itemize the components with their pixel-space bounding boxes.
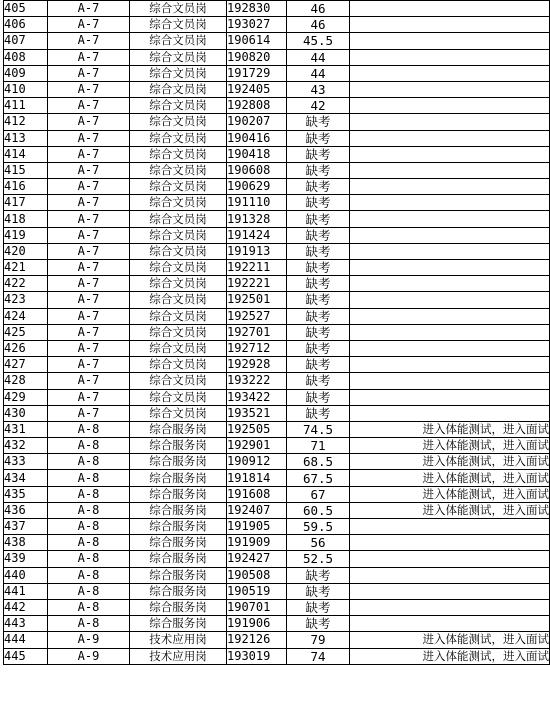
score-cell: 59.5 bbox=[287, 519, 350, 535]
exam-id-cell: 192221 bbox=[227, 276, 287, 292]
row-number-cell: 437 bbox=[4, 519, 48, 535]
category-code-cell: A-7 bbox=[48, 260, 130, 276]
position-cell: 综合服务岗 bbox=[130, 616, 227, 632]
remark-cell: 进入体能测试，进入面试 bbox=[350, 486, 550, 502]
category-code-cell: A-7 bbox=[48, 146, 130, 162]
exam-id-cell: 190207 bbox=[227, 114, 287, 130]
position-cell: 综合文员岗 bbox=[130, 179, 227, 195]
remark-cell bbox=[350, 357, 550, 373]
category-code-cell: A-9 bbox=[48, 648, 130, 664]
score-cell: 缺考 bbox=[287, 599, 350, 615]
category-code-cell: A-8 bbox=[48, 551, 130, 567]
score-cell: 缺考 bbox=[287, 616, 350, 632]
table-row bbox=[4, 260, 550, 276]
row-number-cell: 410 bbox=[4, 81, 48, 97]
position-cell: 综合服务岗 bbox=[130, 502, 227, 518]
exam-id-cell: 191608 bbox=[227, 486, 287, 502]
exam-id-cell: 192501 bbox=[227, 292, 287, 308]
table-row bbox=[4, 17, 550, 33]
remark-cell bbox=[350, 146, 550, 162]
score-cell: 缺考 bbox=[287, 567, 350, 583]
score-cell: 缺考 bbox=[287, 130, 350, 146]
position-cell: 综合文员岗 bbox=[130, 130, 227, 146]
table-row bbox=[4, 438, 550, 454]
position-cell: 综合文员岗 bbox=[130, 211, 227, 227]
row-number-cell: 442 bbox=[4, 599, 48, 615]
score-cell: 缺考 bbox=[287, 373, 350, 389]
remark-cell bbox=[350, 211, 550, 227]
remark-cell bbox=[350, 98, 550, 114]
category-code-cell: A-8 bbox=[48, 616, 130, 632]
table-row bbox=[4, 373, 550, 389]
category-code-cell: A-7 bbox=[48, 49, 130, 65]
table-row bbox=[4, 179, 550, 195]
position-cell: 综合服务岗 bbox=[130, 421, 227, 437]
score-cell: 52.5 bbox=[287, 551, 350, 567]
remark-cell bbox=[350, 308, 550, 324]
score-cell: 缺考 bbox=[287, 260, 350, 276]
exam-id-cell: 190912 bbox=[227, 454, 287, 470]
position-cell: 综合文员岗 bbox=[130, 227, 227, 243]
score-cell: 缺考 bbox=[287, 405, 350, 421]
score-cell: 缺考 bbox=[287, 243, 350, 259]
score-cell: 缺考 bbox=[287, 211, 350, 227]
exam-id-cell: 191814 bbox=[227, 470, 287, 486]
score-cell: 67.5 bbox=[287, 470, 350, 486]
row-number-cell: 418 bbox=[4, 211, 48, 227]
score-cell: 43 bbox=[287, 81, 350, 97]
exam-id-cell: 192808 bbox=[227, 98, 287, 114]
exam-id-cell: 192928 bbox=[227, 357, 287, 373]
score-cell: 79 bbox=[287, 632, 350, 648]
exam-id-cell: 192407 bbox=[227, 502, 287, 518]
exam-id-cell: 192712 bbox=[227, 340, 287, 356]
row-number-cell: 409 bbox=[4, 65, 48, 81]
exam-id-cell: 191424 bbox=[227, 227, 287, 243]
exam-id-cell: 192701 bbox=[227, 324, 287, 340]
row-number-cell: 406 bbox=[4, 17, 48, 33]
score-cell: 缺考 bbox=[287, 357, 350, 373]
category-code-cell: A-7 bbox=[48, 114, 130, 130]
row-number-cell: 419 bbox=[4, 227, 48, 243]
exam-id-cell: 190629 bbox=[227, 179, 287, 195]
category-code-cell: A-7 bbox=[48, 389, 130, 405]
table-row bbox=[4, 389, 550, 405]
score-cell: 缺考 bbox=[287, 195, 350, 211]
position-cell: 技术应用岗 bbox=[130, 648, 227, 664]
score-cell: 缺考 bbox=[287, 583, 350, 599]
table-row bbox=[4, 243, 550, 259]
remark-cell bbox=[350, 130, 550, 146]
category-code-cell: A-8 bbox=[48, 486, 130, 502]
row-number-cell: 433 bbox=[4, 454, 48, 470]
score-cell: 缺考 bbox=[287, 389, 350, 405]
exam-id-cell: 191913 bbox=[227, 243, 287, 259]
category-code-cell: A-7 bbox=[48, 340, 130, 356]
table-row bbox=[4, 292, 550, 308]
remark-cell bbox=[350, 260, 550, 276]
category-code-cell: A-7 bbox=[48, 81, 130, 97]
score-cell: 74 bbox=[287, 648, 350, 664]
remark-cell bbox=[350, 599, 550, 615]
position-cell: 综合文员岗 bbox=[130, 33, 227, 49]
remark-cell bbox=[350, 535, 550, 551]
row-number-cell: 415 bbox=[4, 162, 48, 178]
table-row bbox=[4, 65, 550, 81]
remark-cell bbox=[350, 243, 550, 259]
score-cell: 缺考 bbox=[287, 340, 350, 356]
row-number-cell: 416 bbox=[4, 179, 48, 195]
position-cell: 综合文员岗 bbox=[130, 405, 227, 421]
score-cell: 67 bbox=[287, 486, 350, 502]
category-code-cell: A-8 bbox=[48, 583, 130, 599]
category-code-cell: A-8 bbox=[48, 502, 130, 518]
category-code-cell: A-7 bbox=[48, 98, 130, 114]
table-row bbox=[4, 130, 550, 146]
category-code-cell: A-7 bbox=[48, 405, 130, 421]
table-row bbox=[4, 405, 550, 421]
score-cell: 56 bbox=[287, 535, 350, 551]
remark-cell bbox=[350, 276, 550, 292]
table-row bbox=[4, 276, 550, 292]
exam-id-cell: 190508 bbox=[227, 567, 287, 583]
exam-id-cell: 192830 bbox=[227, 1, 287, 17]
score-cell: 缺考 bbox=[287, 179, 350, 195]
exam-id-cell: 192427 bbox=[227, 551, 287, 567]
remark-cell bbox=[350, 373, 550, 389]
exam-id-cell: 192505 bbox=[227, 421, 287, 437]
remark-cell bbox=[350, 227, 550, 243]
exam-id-cell: 193422 bbox=[227, 389, 287, 405]
row-number-cell: 435 bbox=[4, 486, 48, 502]
remark-cell bbox=[350, 1, 550, 17]
remark-cell bbox=[350, 49, 550, 65]
category-code-cell: A-7 bbox=[48, 243, 130, 259]
row-number-cell: 412 bbox=[4, 114, 48, 130]
position-cell: 综合服务岗 bbox=[130, 583, 227, 599]
table-row bbox=[4, 98, 550, 114]
position-cell: 综合文员岗 bbox=[130, 308, 227, 324]
category-code-cell: A-9 bbox=[48, 632, 130, 648]
position-cell: 综合服务岗 bbox=[130, 567, 227, 583]
row-number-cell: 413 bbox=[4, 130, 48, 146]
category-code-cell: A-7 bbox=[48, 130, 130, 146]
row-number-cell: 440 bbox=[4, 567, 48, 583]
results-table bbox=[3, 0, 550, 665]
row-number-cell: 426 bbox=[4, 340, 48, 356]
position-cell: 综合文员岗 bbox=[130, 98, 227, 114]
category-code-cell: A-7 bbox=[48, 308, 130, 324]
position-cell: 综合文员岗 bbox=[130, 292, 227, 308]
exam-id-cell: 192405 bbox=[227, 81, 287, 97]
position-cell: 综合文员岗 bbox=[130, 17, 227, 33]
category-code-cell: A-7 bbox=[48, 324, 130, 340]
category-code-cell: A-7 bbox=[48, 276, 130, 292]
position-cell: 综合文员岗 bbox=[130, 243, 227, 259]
remark-cell bbox=[350, 195, 550, 211]
table-row bbox=[4, 616, 550, 632]
exam-id-cell: 190701 bbox=[227, 599, 287, 615]
category-code-cell: A-8 bbox=[48, 421, 130, 437]
table-row bbox=[4, 599, 550, 615]
table-row bbox=[4, 421, 550, 437]
category-code-cell: A-7 bbox=[48, 33, 130, 49]
row-number-cell: 423 bbox=[4, 292, 48, 308]
remark-cell bbox=[350, 324, 550, 340]
row-number-cell: 422 bbox=[4, 276, 48, 292]
exam-id-cell: 193027 bbox=[227, 17, 287, 33]
category-code-cell: A-8 bbox=[48, 519, 130, 535]
score-cell: 46 bbox=[287, 17, 350, 33]
category-code-cell: A-7 bbox=[48, 373, 130, 389]
remark-cell bbox=[350, 17, 550, 33]
position-cell: 综合服务岗 bbox=[130, 486, 227, 502]
score-cell: 缺考 bbox=[287, 162, 350, 178]
remark-cell bbox=[350, 519, 550, 535]
table-row bbox=[4, 632, 550, 648]
table-row bbox=[4, 33, 550, 49]
remark-cell: 进入体能测试，进入面试 bbox=[350, 438, 550, 454]
position-cell: 综合文员岗 bbox=[130, 260, 227, 276]
category-code-cell: A-8 bbox=[48, 454, 130, 470]
row-number-cell: 443 bbox=[4, 616, 48, 632]
table-row bbox=[4, 567, 550, 583]
table-row bbox=[4, 535, 550, 551]
remark-cell bbox=[350, 583, 550, 599]
remark-cell bbox=[350, 162, 550, 178]
table-row bbox=[4, 470, 550, 486]
remark-cell: 进入体能测试，进入面试 bbox=[350, 648, 550, 664]
row-number-cell: 439 bbox=[4, 551, 48, 567]
position-cell: 综合服务岗 bbox=[130, 454, 227, 470]
row-number-cell: 444 bbox=[4, 632, 48, 648]
exam-id-cell: 191909 bbox=[227, 535, 287, 551]
position-cell: 综合文员岗 bbox=[130, 146, 227, 162]
remark-cell bbox=[350, 551, 550, 567]
category-code-cell: A-7 bbox=[48, 292, 130, 308]
table-row bbox=[4, 519, 550, 535]
remark-cell bbox=[350, 292, 550, 308]
exam-id-cell: 190418 bbox=[227, 146, 287, 162]
remark-cell bbox=[350, 65, 550, 81]
position-cell: 综合服务岗 bbox=[130, 535, 227, 551]
remark-cell bbox=[350, 33, 550, 49]
score-cell: 缺考 bbox=[287, 146, 350, 162]
remark-cell bbox=[350, 81, 550, 97]
row-number-cell: 436 bbox=[4, 502, 48, 518]
table-row bbox=[4, 308, 550, 324]
row-number-cell: 417 bbox=[4, 195, 48, 211]
table-row bbox=[4, 340, 550, 356]
exam-id-cell: 191905 bbox=[227, 519, 287, 535]
exam-id-cell: 192211 bbox=[227, 260, 287, 276]
table-row bbox=[4, 211, 550, 227]
exam-id-cell: 190608 bbox=[227, 162, 287, 178]
score-cell: 缺考 bbox=[287, 308, 350, 324]
score-cell: 44 bbox=[287, 49, 350, 65]
score-cell: 60.5 bbox=[287, 502, 350, 518]
remark-cell: 进入体能测试，进入面试 bbox=[350, 502, 550, 518]
row-number-cell: 405 bbox=[4, 1, 48, 17]
table-row bbox=[4, 146, 550, 162]
exam-id-cell: 193521 bbox=[227, 405, 287, 421]
table-row bbox=[4, 227, 550, 243]
position-cell: 综合文员岗 bbox=[130, 357, 227, 373]
position-cell: 综合服务岗 bbox=[130, 470, 227, 486]
table-row bbox=[4, 551, 550, 567]
score-cell: 缺考 bbox=[287, 324, 350, 340]
remark-cell: 进入体能测试，进入面试 bbox=[350, 454, 550, 470]
position-cell: 综合文员岗 bbox=[130, 389, 227, 405]
table-row bbox=[4, 357, 550, 373]
position-cell: 综合文员岗 bbox=[130, 340, 227, 356]
table-row bbox=[4, 486, 550, 502]
exam-id-cell: 190519 bbox=[227, 583, 287, 599]
position-cell: 综合文员岗 bbox=[130, 114, 227, 130]
remark-cell bbox=[350, 114, 550, 130]
table-row bbox=[4, 502, 550, 518]
position-cell: 综合服务岗 bbox=[130, 519, 227, 535]
table-row bbox=[4, 648, 550, 664]
category-code-cell: A-7 bbox=[48, 179, 130, 195]
score-cell: 缺考 bbox=[287, 114, 350, 130]
score-cell: 68.5 bbox=[287, 454, 350, 470]
score-cell: 42 bbox=[287, 98, 350, 114]
category-code-cell: A-8 bbox=[48, 567, 130, 583]
row-number-cell: 441 bbox=[4, 583, 48, 599]
category-code-cell: A-7 bbox=[48, 1, 130, 17]
position-cell: 综合文员岗 bbox=[130, 1, 227, 17]
position-cell: 综合文员岗 bbox=[130, 162, 227, 178]
row-number-cell: 431 bbox=[4, 421, 48, 437]
position-cell: 综合文员岗 bbox=[130, 373, 227, 389]
table-row bbox=[4, 324, 550, 340]
remark-cell bbox=[350, 405, 550, 421]
score-cell: 缺考 bbox=[287, 227, 350, 243]
row-number-cell: 427 bbox=[4, 357, 48, 373]
category-code-cell: A-8 bbox=[48, 535, 130, 551]
position-cell: 综合文员岗 bbox=[130, 65, 227, 81]
score-cell: 45.5 bbox=[287, 33, 350, 49]
remark-cell bbox=[350, 567, 550, 583]
row-number-cell: 407 bbox=[4, 33, 48, 49]
score-cell: 74.5 bbox=[287, 421, 350, 437]
category-code-cell: A-7 bbox=[48, 65, 130, 81]
table-row bbox=[4, 81, 550, 97]
category-code-cell: A-7 bbox=[48, 17, 130, 33]
exam-id-cell: 193222 bbox=[227, 373, 287, 389]
score-cell: 46 bbox=[287, 1, 350, 17]
position-cell: 综合文员岗 bbox=[130, 49, 227, 65]
category-code-cell: A-8 bbox=[48, 470, 130, 486]
table-row bbox=[4, 114, 550, 130]
row-number-cell: 434 bbox=[4, 470, 48, 486]
position-cell: 综合文员岗 bbox=[130, 276, 227, 292]
category-code-cell: A-8 bbox=[48, 438, 130, 454]
position-cell: 综合文员岗 bbox=[130, 81, 227, 97]
exam-id-cell: 191906 bbox=[227, 616, 287, 632]
exam-id-cell: 191729 bbox=[227, 65, 287, 81]
category-code-cell: A-7 bbox=[48, 211, 130, 227]
remark-cell bbox=[350, 340, 550, 356]
table-row bbox=[4, 583, 550, 599]
remark-cell: 进入体能测试，进入面试 bbox=[350, 632, 550, 648]
position-cell: 综合文员岗 bbox=[130, 195, 227, 211]
position-cell: 综合服务岗 bbox=[130, 438, 227, 454]
remark-cell bbox=[350, 389, 550, 405]
category-code-cell: A-8 bbox=[48, 599, 130, 615]
row-number-cell: 414 bbox=[4, 146, 48, 162]
position-cell: 综合服务岗 bbox=[130, 551, 227, 567]
remark-cell: 进入体能测试，进入面试 bbox=[350, 421, 550, 437]
exam-id-cell: 190416 bbox=[227, 130, 287, 146]
row-number-cell: 408 bbox=[4, 49, 48, 65]
score-cell: 71 bbox=[287, 438, 350, 454]
category-code-cell: A-7 bbox=[48, 162, 130, 178]
score-cell: 44 bbox=[287, 65, 350, 81]
score-cell: 缺考 bbox=[287, 292, 350, 308]
table-row bbox=[4, 162, 550, 178]
table-row bbox=[4, 454, 550, 470]
position-cell: 综合文员岗 bbox=[130, 324, 227, 340]
exam-id-cell: 193019 bbox=[227, 648, 287, 664]
category-code-cell: A-7 bbox=[48, 357, 130, 373]
remark-cell: 进入体能测试，进入面试 bbox=[350, 470, 550, 486]
exam-id-cell: 191328 bbox=[227, 211, 287, 227]
row-number-cell: 425 bbox=[4, 324, 48, 340]
results-table-body bbox=[4, 1, 550, 665]
exam-id-cell: 192126 bbox=[227, 632, 287, 648]
row-number-cell: 411 bbox=[4, 98, 48, 114]
exam-id-cell: 190614 bbox=[227, 33, 287, 49]
row-number-cell: 424 bbox=[4, 308, 48, 324]
remark-cell bbox=[350, 179, 550, 195]
exam-id-cell: 192901 bbox=[227, 438, 287, 454]
row-number-cell: 428 bbox=[4, 373, 48, 389]
row-number-cell: 432 bbox=[4, 438, 48, 454]
table-row bbox=[4, 195, 550, 211]
position-cell: 综合服务岗 bbox=[130, 599, 227, 615]
row-number-cell: 421 bbox=[4, 260, 48, 276]
exam-id-cell: 191110 bbox=[227, 195, 287, 211]
table-row bbox=[4, 49, 550, 65]
row-number-cell: 429 bbox=[4, 389, 48, 405]
score-cell: 缺考 bbox=[287, 276, 350, 292]
row-number-cell: 430 bbox=[4, 405, 48, 421]
category-code-cell: A-7 bbox=[48, 195, 130, 211]
table-row bbox=[4, 1, 550, 17]
category-code-cell: A-7 bbox=[48, 227, 130, 243]
position-cell: 技术应用岗 bbox=[130, 632, 227, 648]
exam-id-cell: 190820 bbox=[227, 49, 287, 65]
row-number-cell: 445 bbox=[4, 648, 48, 664]
remark-cell bbox=[350, 616, 550, 632]
row-number-cell: 438 bbox=[4, 535, 48, 551]
row-number-cell: 420 bbox=[4, 243, 48, 259]
exam-id-cell: 192527 bbox=[227, 308, 287, 324]
